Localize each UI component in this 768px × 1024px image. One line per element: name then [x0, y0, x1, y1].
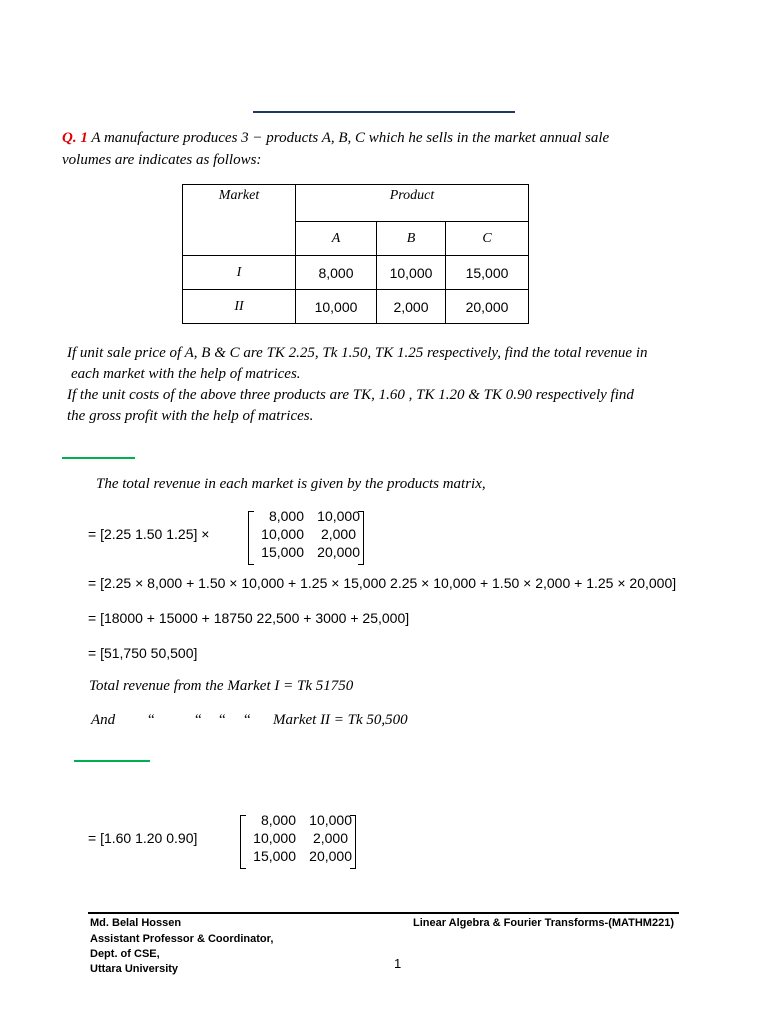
footer-university: Uttara University	[90, 963, 179, 975]
market-label: II	[183, 290, 296, 324]
cell-value: 15,000	[446, 256, 529, 290]
cell-value: 10,000	[296, 290, 377, 324]
sales-matrix	[248, 508, 364, 565]
matrix-cell: 2,000	[320, 526, 356, 542]
matrix-cell: 10,000	[261, 526, 304, 542]
solution-rule-2	[74, 760, 150, 762]
question-line-2: volumes are indicates as follows:	[62, 152, 262, 168]
total-revenue-market-1: Total revenue from the Market I = Tk 51750	[89, 678, 354, 694]
matrix-cell: 20,000	[309, 848, 352, 864]
table-row	[183, 256, 529, 290]
table-row	[183, 290, 529, 324]
cell-value: 20,000	[446, 290, 529, 324]
matrix-cell: 15,000	[253, 848, 296, 864]
cell-value: 2,000	[377, 290, 446, 324]
matrix-cell: 10,000	[317, 508, 360, 524]
ditto-mark: “	[244, 712, 251, 728]
product-b: B	[377, 222, 446, 256]
footer-title: Assistant Professor & Coordinator,	[90, 933, 274, 945]
matrix-cell: 8,000	[260, 812, 296, 828]
revenue-sums: = [18000 + 15000 + 18750 22,500 + 3000 + 25,000]	[88, 610, 410, 626]
matrix-cell: 8,000	[268, 508, 304, 524]
cell-value: 10,000	[377, 256, 446, 290]
footer-dept: Dept. of CSE,	[90, 948, 160, 960]
matrix-cell: 10,000	[309, 812, 352, 828]
revenue-result: = [51,750 50,500]	[88, 645, 198, 661]
part-line-2: each market with the help of matrices.	[71, 366, 301, 382]
sales-table	[182, 184, 529, 324]
product-c: C	[446, 222, 529, 256]
ditto-mark: “	[195, 712, 202, 728]
cost-price-row: = [1.60 1.20 0.90]	[88, 830, 198, 846]
matrix-cell: 15,000	[261, 544, 304, 560]
matrix-cell: 20,000	[317, 544, 360, 560]
solution-rule	[62, 457, 135, 459]
ditto-mark: “	[148, 712, 155, 728]
matrix-cell: 2,000	[312, 830, 348, 846]
part-line-3: If the unit costs of the above three products are TK, 1.60 , TK 1.20 & TK 0.90 respectively find	[67, 387, 634, 403]
part-line-1: If unit sale price of A, B & C are TK 2.25, Tk 1.50, TK 1.25 respectively, find the total revenue in	[67, 345, 648, 361]
header-rule	[253, 111, 515, 113]
cell-value: 8,000	[296, 256, 377, 290]
header-product: Product	[296, 185, 529, 222]
and-word: And	[91, 712, 116, 728]
sales-matrix-2	[240, 812, 356, 869]
page-number: 1	[394, 956, 402, 971]
product-a: A	[296, 222, 377, 256]
ditto-mark: “	[219, 712, 226, 728]
question-line-1	[62, 130, 609, 147]
part-line-4: the gross profit with the help of matrices.	[67, 408, 314, 424]
revenue-price-row: = [2.25 1.50 1.25] ×	[88, 526, 210, 542]
footer-course: Linear Algebra & Fourier Transforms-(MATHM221)	[413, 917, 674, 929]
question-label: Q. 1	[62, 130, 88, 146]
matrix-cell: 10,000	[253, 830, 296, 846]
revenue-expansion: = [2.25 × 8,000 + 1.50 × 10,000 + 1.25 × 15,000 2.25 × 10,000 + 1.50 × 2,000 + 1.25 × 20,000]	[88, 575, 677, 591]
market-label: I	[183, 256, 296, 290]
solution-intro: The total revenue in each market is given by the products matrix,	[96, 476, 486, 492]
footer-rule	[88, 912, 679, 914]
total-revenue-market-2: Market II = Tk 50,500	[273, 712, 408, 728]
footer-name: Md. Belal Hossen	[90, 917, 182, 929]
question-text-1: A manufacture produces 3 − products A, B, C which he sells in the market annual sale	[91, 130, 610, 146]
header-market: Market	[183, 185, 296, 256]
